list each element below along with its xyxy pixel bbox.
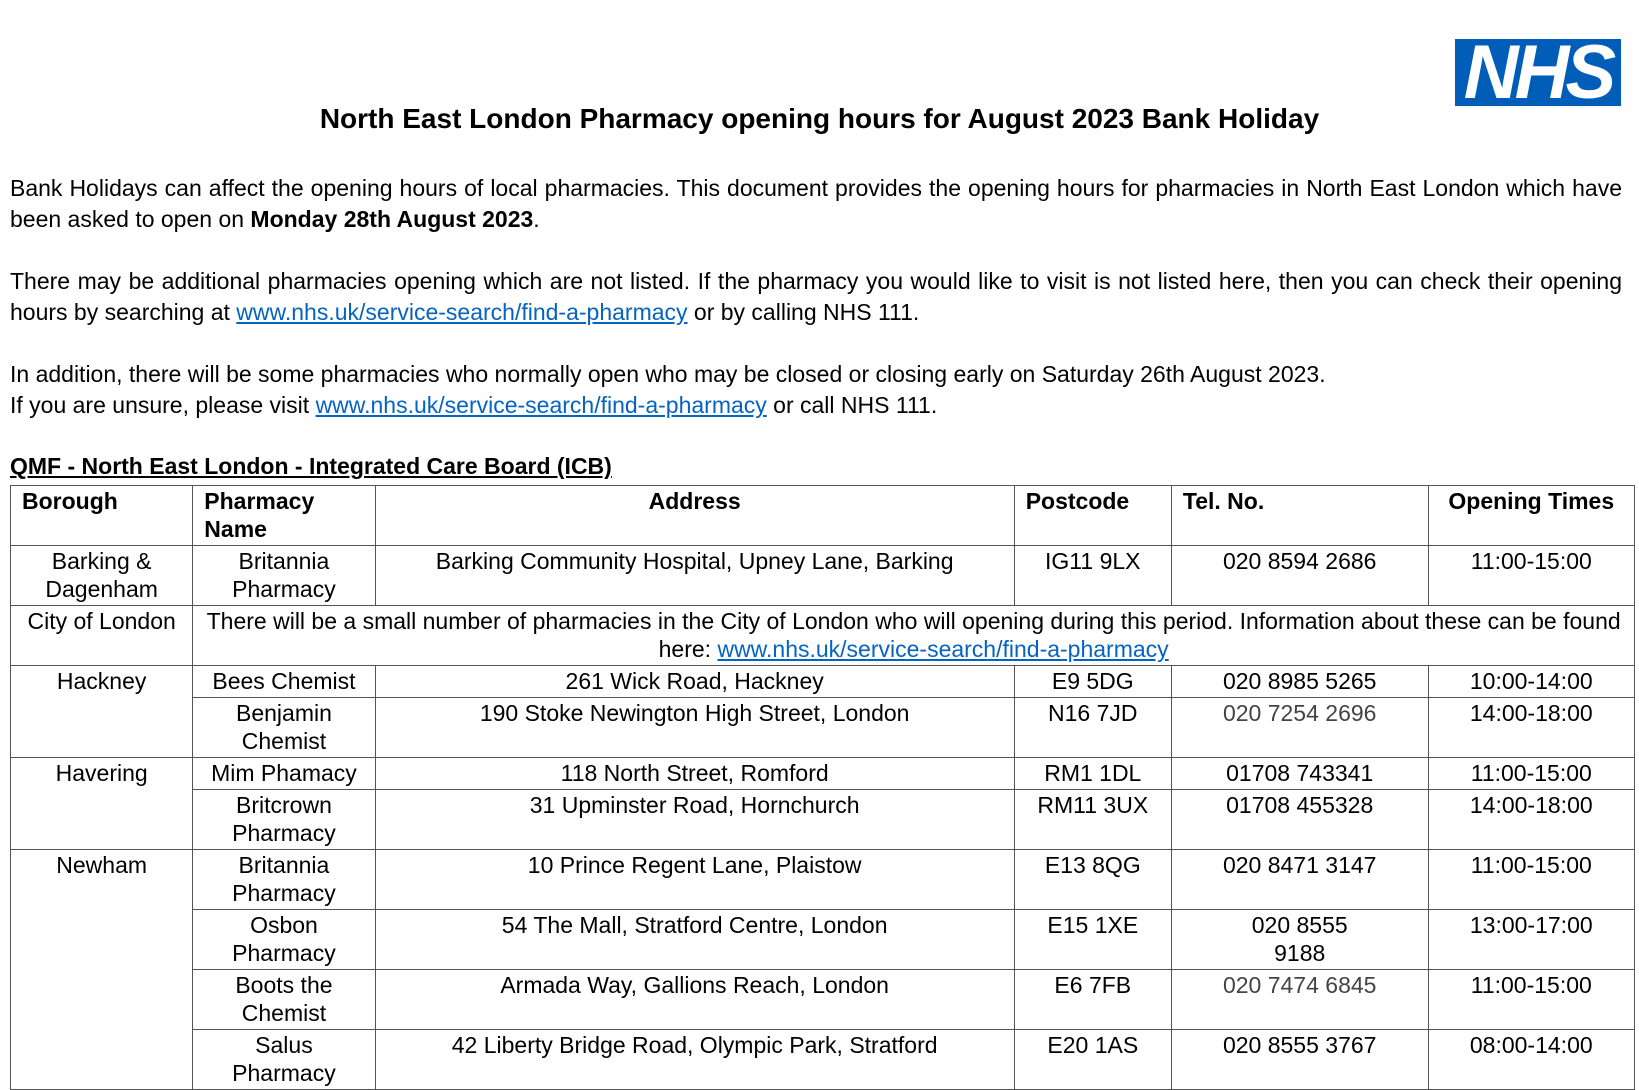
- closing-paragraph: [10, 359, 1622, 421]
- opening-cell: 11:00-15:00: [1428, 970, 1634, 1030]
- table-row: [11, 910, 1635, 970]
- borough-cell: City of London: [11, 606, 193, 666]
- opening-cell: 13:00-17:00: [1428, 910, 1634, 970]
- borough-cell: Havering: [11, 758, 193, 850]
- additional-paragraph: [10, 266, 1622, 328]
- city-note-cell: [193, 606, 1635, 666]
- city-find-pharmacy-link[interactable]: www.nhs.uk/service-search/find-a-pharmacy: [717, 636, 1169, 662]
- find-pharmacy-link[interactable]: www.nhs.uk/service-search/find-a-pharmacy: [236, 299, 688, 325]
- tel-cell: 020 8471 3147: [1171, 850, 1428, 910]
- postcode-cell: RM11 3UX: [1014, 790, 1171, 850]
- address-cell: 261 Wick Road, Hackney: [375, 666, 1014, 698]
- header-address: Address: [375, 486, 1014, 546]
- address-cell: 54 The Mall, Stratford Centre, London: [375, 910, 1014, 970]
- pharmacy-table: [10, 485, 1635, 1090]
- header-pharmacy: Pharmacy Name: [193, 486, 375, 546]
- section-heading: QMF - North East London - Integrated Care Board (ICB): [10, 453, 612, 479]
- closing-line2: If you are unsure, please visit: [10, 392, 316, 418]
- pharmacy-cell: Boots the Chemist: [193, 970, 375, 1030]
- tel-cell: 01708 743341: [1171, 758, 1428, 790]
- table-row: [11, 850, 1635, 910]
- table-row: [11, 698, 1635, 758]
- city-note-text: There will be a small number of pharmacies in the City of London who will opening during this period. Information about these can be found here:: [206, 608, 1621, 662]
- nhs-logo: NHS: [1455, 39, 1621, 106]
- table-row: [11, 666, 1635, 698]
- tel-cell: 020 8555 9188: [1171, 910, 1428, 970]
- postcode-cell: E9 5DG: [1014, 666, 1171, 698]
- header-postcode: Postcode: [1014, 486, 1171, 546]
- postcode-cell: RM1 1DL: [1014, 758, 1171, 790]
- additional-text: There may be additional pharmacies opening which are not listed. If the pharmacy you would like to visit is not listed here, then you can check their opening hours by searching at: [10, 268, 1622, 325]
- address-cell: Armada Way, Gallions Reach, London: [375, 970, 1014, 1030]
- postcode-cell: E15 1XE: [1014, 910, 1171, 970]
- postcode-cell: IG11 9LX: [1014, 546, 1171, 606]
- opening-cell: 08:00-14:00: [1428, 1030, 1634, 1090]
- opening-cell: 11:00-15:00: [1428, 758, 1634, 790]
- table-row: [11, 970, 1635, 1030]
- pharmacy-cell: Mim Phamacy: [193, 758, 375, 790]
- opening-cell: 14:00-18:00: [1428, 698, 1634, 758]
- pharmacy-cell: Osbon Pharmacy: [193, 910, 375, 970]
- address-cell: 42 Liberty Bridge Road, Olympic Park, Stratford: [375, 1030, 1014, 1090]
- borough-cell: Newham: [11, 850, 193, 1090]
- opening-cell: 10:00-14:00: [1428, 666, 1634, 698]
- pharmacy-cell: Bees Chemist: [193, 666, 375, 698]
- find-pharmacy-link-2[interactable]: www.nhs.uk/service-search/find-a-pharmacy: [315, 392, 767, 418]
- intro-text: Bank Holidays can affect the opening hours of local pharmacies. This document provides the opening hours for pharmacies in North East London which have been asked to open on: [10, 175, 1622, 232]
- tel-cell: 020 7254 2696: [1171, 698, 1428, 758]
- pharmacy-cell: Benjamin Chemist: [193, 698, 375, 758]
- table-row: [11, 1030, 1635, 1090]
- borough-cell: Hackney: [11, 666, 193, 758]
- tel-cell: 020 7474 6845: [1171, 970, 1428, 1030]
- tel-cell: 020 8985 5265: [1171, 666, 1428, 698]
- postcode-cell: N16 7JD: [1014, 698, 1171, 758]
- pharmacy-cell: Britannia Pharmacy: [193, 850, 375, 910]
- header-opening: Opening Times: [1428, 486, 1634, 546]
- tel-cell: 020 8594 2686: [1171, 546, 1428, 606]
- intro-date: Monday 28th August 2023: [250, 206, 534, 232]
- address-cell: 10 Prince Regent Lane, Plaistow: [375, 850, 1014, 910]
- pharmacy-cell: Britcrown Pharmacy: [193, 790, 375, 850]
- table-row: [11, 546, 1635, 606]
- table-row: [11, 606, 1635, 666]
- address-cell: 31 Upminster Road, Hornchurch: [375, 790, 1014, 850]
- header-borough: Borough: [11, 486, 193, 546]
- table-row: [11, 758, 1635, 790]
- postcode-cell: E6 7FB: [1014, 970, 1171, 1030]
- opening-cell: 11:00-15:00: [1428, 850, 1634, 910]
- opening-cell: 11:00-15:00: [1428, 546, 1634, 606]
- address-cell: Barking Community Hospital, Upney Lane, Barking: [375, 546, 1014, 606]
- pharmacy-cell: Britannia Pharmacy: [193, 546, 375, 606]
- opening-cell: 14:00-18:00: [1428, 790, 1634, 850]
- address-cell: 190 Stoke Newington High Street, London: [375, 698, 1014, 758]
- tel-cell: 01708 455328: [1171, 790, 1428, 850]
- postcode-cell: E20 1AS: [1014, 1030, 1171, 1090]
- closing-end: or call NHS 111.: [766, 392, 938, 418]
- pharmacy-cell: Salus Pharmacy: [193, 1030, 375, 1090]
- address-cell: 118 North Street, Romford: [375, 758, 1014, 790]
- closing-line1: In addition, there will be some pharmacies who normally open who may be closed or closing early on Saturday 26th August 2023.: [10, 361, 1326, 387]
- page-title: North East London Pharmacy opening hours for August 2023 Bank Holiday: [319, 103, 1320, 134]
- borough-cell: Barking & Dagenham: [11, 546, 193, 606]
- tel-cell: 020 8555 3767: [1171, 1030, 1428, 1090]
- table-row: [11, 790, 1635, 850]
- postcode-cell: E13 8QG: [1014, 850, 1171, 910]
- intro-paragraph: [10, 173, 1622, 235]
- table-header-row: [11, 486, 1635, 546]
- header-tel: Tel. No.: [1171, 486, 1428, 546]
- intro-end: .: [533, 206, 540, 232]
- additional-end: or by calling NHS 111.: [687, 299, 920, 325]
